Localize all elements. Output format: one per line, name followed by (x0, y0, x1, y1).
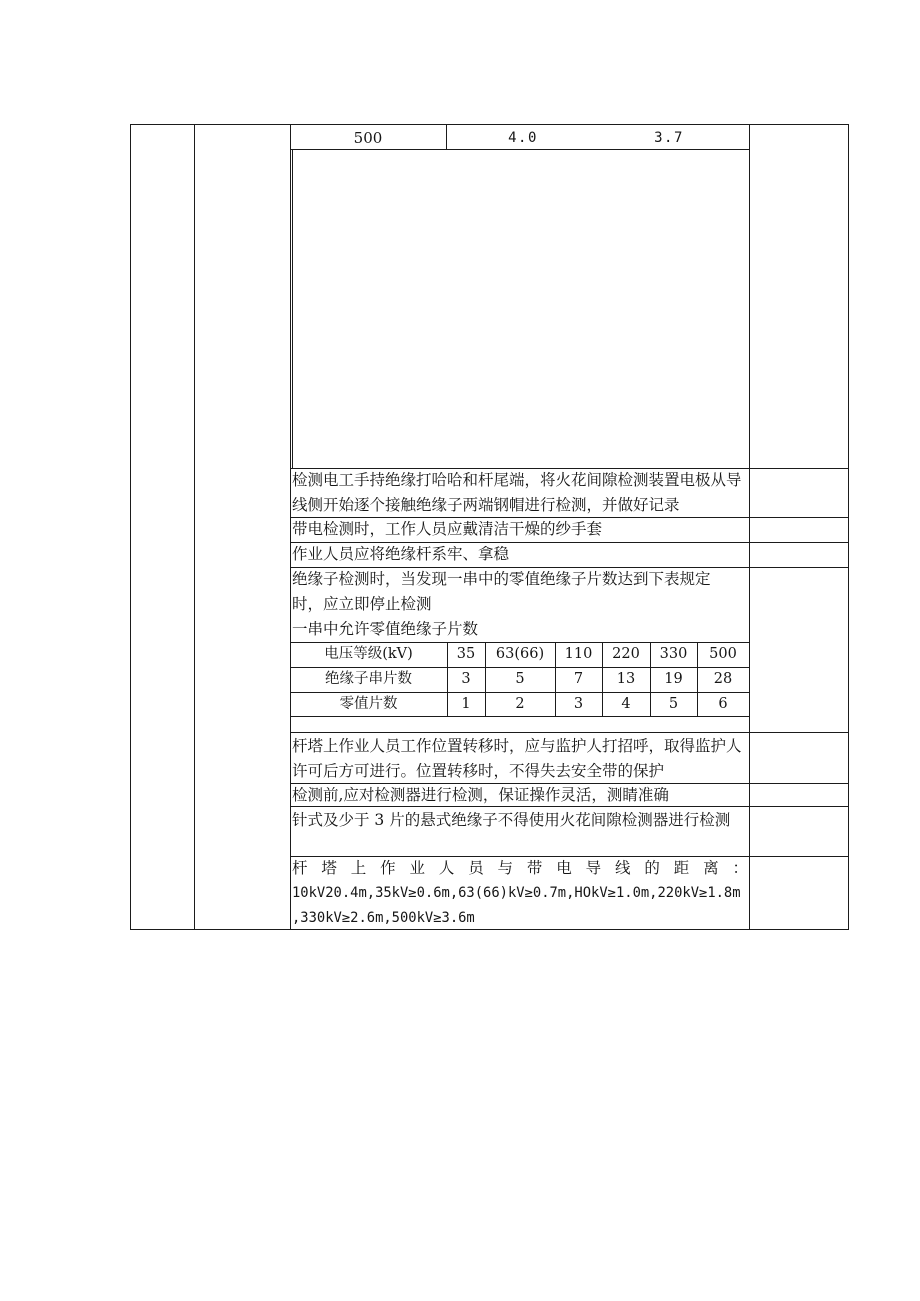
column-divider-3 (749, 124, 750, 930)
subtable-cell: 4 (621, 696, 631, 712)
top-row-voltage: 500 (353, 129, 383, 147)
top-row-value-1: 4.0 (508, 130, 538, 146)
item-pin-insulator-restriction (292, 808, 748, 833)
table-right-border (848, 124, 849, 930)
subtable-cell: 19 (664, 671, 683, 687)
subtable-cell: 28 (713, 671, 733, 687)
table-top-border (130, 124, 849, 125)
text-line: 带电检测时，工作人员应戴清洁干燥的纱手套 (292, 520, 603, 538)
top-row-divider (446, 124, 447, 149)
column-divider-1 (194, 124, 195, 930)
text-line: 时，应立即停止检测 (292, 595, 432, 613)
subtable-cell: 13 (616, 671, 636, 687)
subtable-header-cell: 500 (709, 646, 737, 662)
empty-cell-left-border (292, 149, 293, 468)
subtable-cell: 3 (461, 671, 471, 687)
item-safety-distance (292, 856, 748, 931)
subtable-cell: 2 (515, 696, 525, 712)
table-left-border (130, 124, 131, 930)
text-line: ,330kV≥2.6m,500kV≥3.6m (292, 910, 475, 926)
text-line: 杆塔上作业人员与带电导线的距离： (292, 859, 748, 877)
subtable-cell: 5 (515, 671, 525, 687)
subtable-header-cell: 63(66) (495, 646, 545, 662)
text-line: 杆塔上作业人员工作位置转移时，应与监护人打招呼，取得监护人 (292, 737, 742, 755)
text-line: 10kV20.4m,35kV≥0.6m,63(66)kV≥0.7m,HOkV≥1.0m,220kV≥1.8m (292, 885, 741, 901)
text-line: 检测电工手持绝缘打哈哈和杆尾端，将火花间隙检测装置电极从导 (292, 471, 742, 489)
subtable-header-cell: 330 (659, 646, 688, 662)
text-line: 针式及少于 3 片的悬式绝缘子不得使用火花间隙检测器进行检测 (292, 811, 731, 829)
subtable-header-cell: 35 (456, 646, 476, 662)
item-insulating-rod (292, 542, 748, 567)
row-separator (290, 732, 849, 733)
item-gloves-requirement (292, 517, 748, 542)
text-line: 许可后方可进行。位置转移时，不得失去安全带的保护 (292, 762, 665, 780)
item-procedure-detection (292, 468, 748, 518)
text-line: 线侧开始逐个接触绝缘子两端钢帽进行检测，并做好记录 (292, 496, 680, 514)
column-divider-2 (290, 124, 291, 930)
subtable-cell: 5 (668, 696, 679, 712)
item-zero-value-rule (292, 567, 748, 642)
subtable-cell: 零值片数 (339, 696, 398, 712)
subtable-cell: 7 (573, 671, 584, 687)
subtable-cell: 3 (573, 696, 584, 712)
subtable-header-cell: 电压等级(kV) (324, 646, 413, 662)
top-row-value-2: 3.7 (654, 130, 684, 146)
item-position-transfer (292, 734, 748, 784)
text-line: 绝缘子检测时，当发现一串中的零值绝缘子片数达到下表规定 (292, 570, 711, 588)
subtable-cell: 6 (718, 696, 728, 712)
subtable-cell: 1 (461, 696, 471, 712)
subtable-cell: 绝缘子串片数 (325, 671, 412, 687)
text-line: 检测前,应对检测器进行检测，保证操作灵活，测睛准确 (292, 786, 669, 804)
subtable-header-cell: 110 (564, 646, 593, 662)
text-line: 作业人员应将绝缘杆系牢、拿稳 (292, 545, 510, 563)
text-line: 一串中允许零值绝缘子片数 (292, 620, 479, 638)
subtable-header-cell: 220 (612, 646, 640, 662)
item-detector-check (292, 783, 748, 808)
